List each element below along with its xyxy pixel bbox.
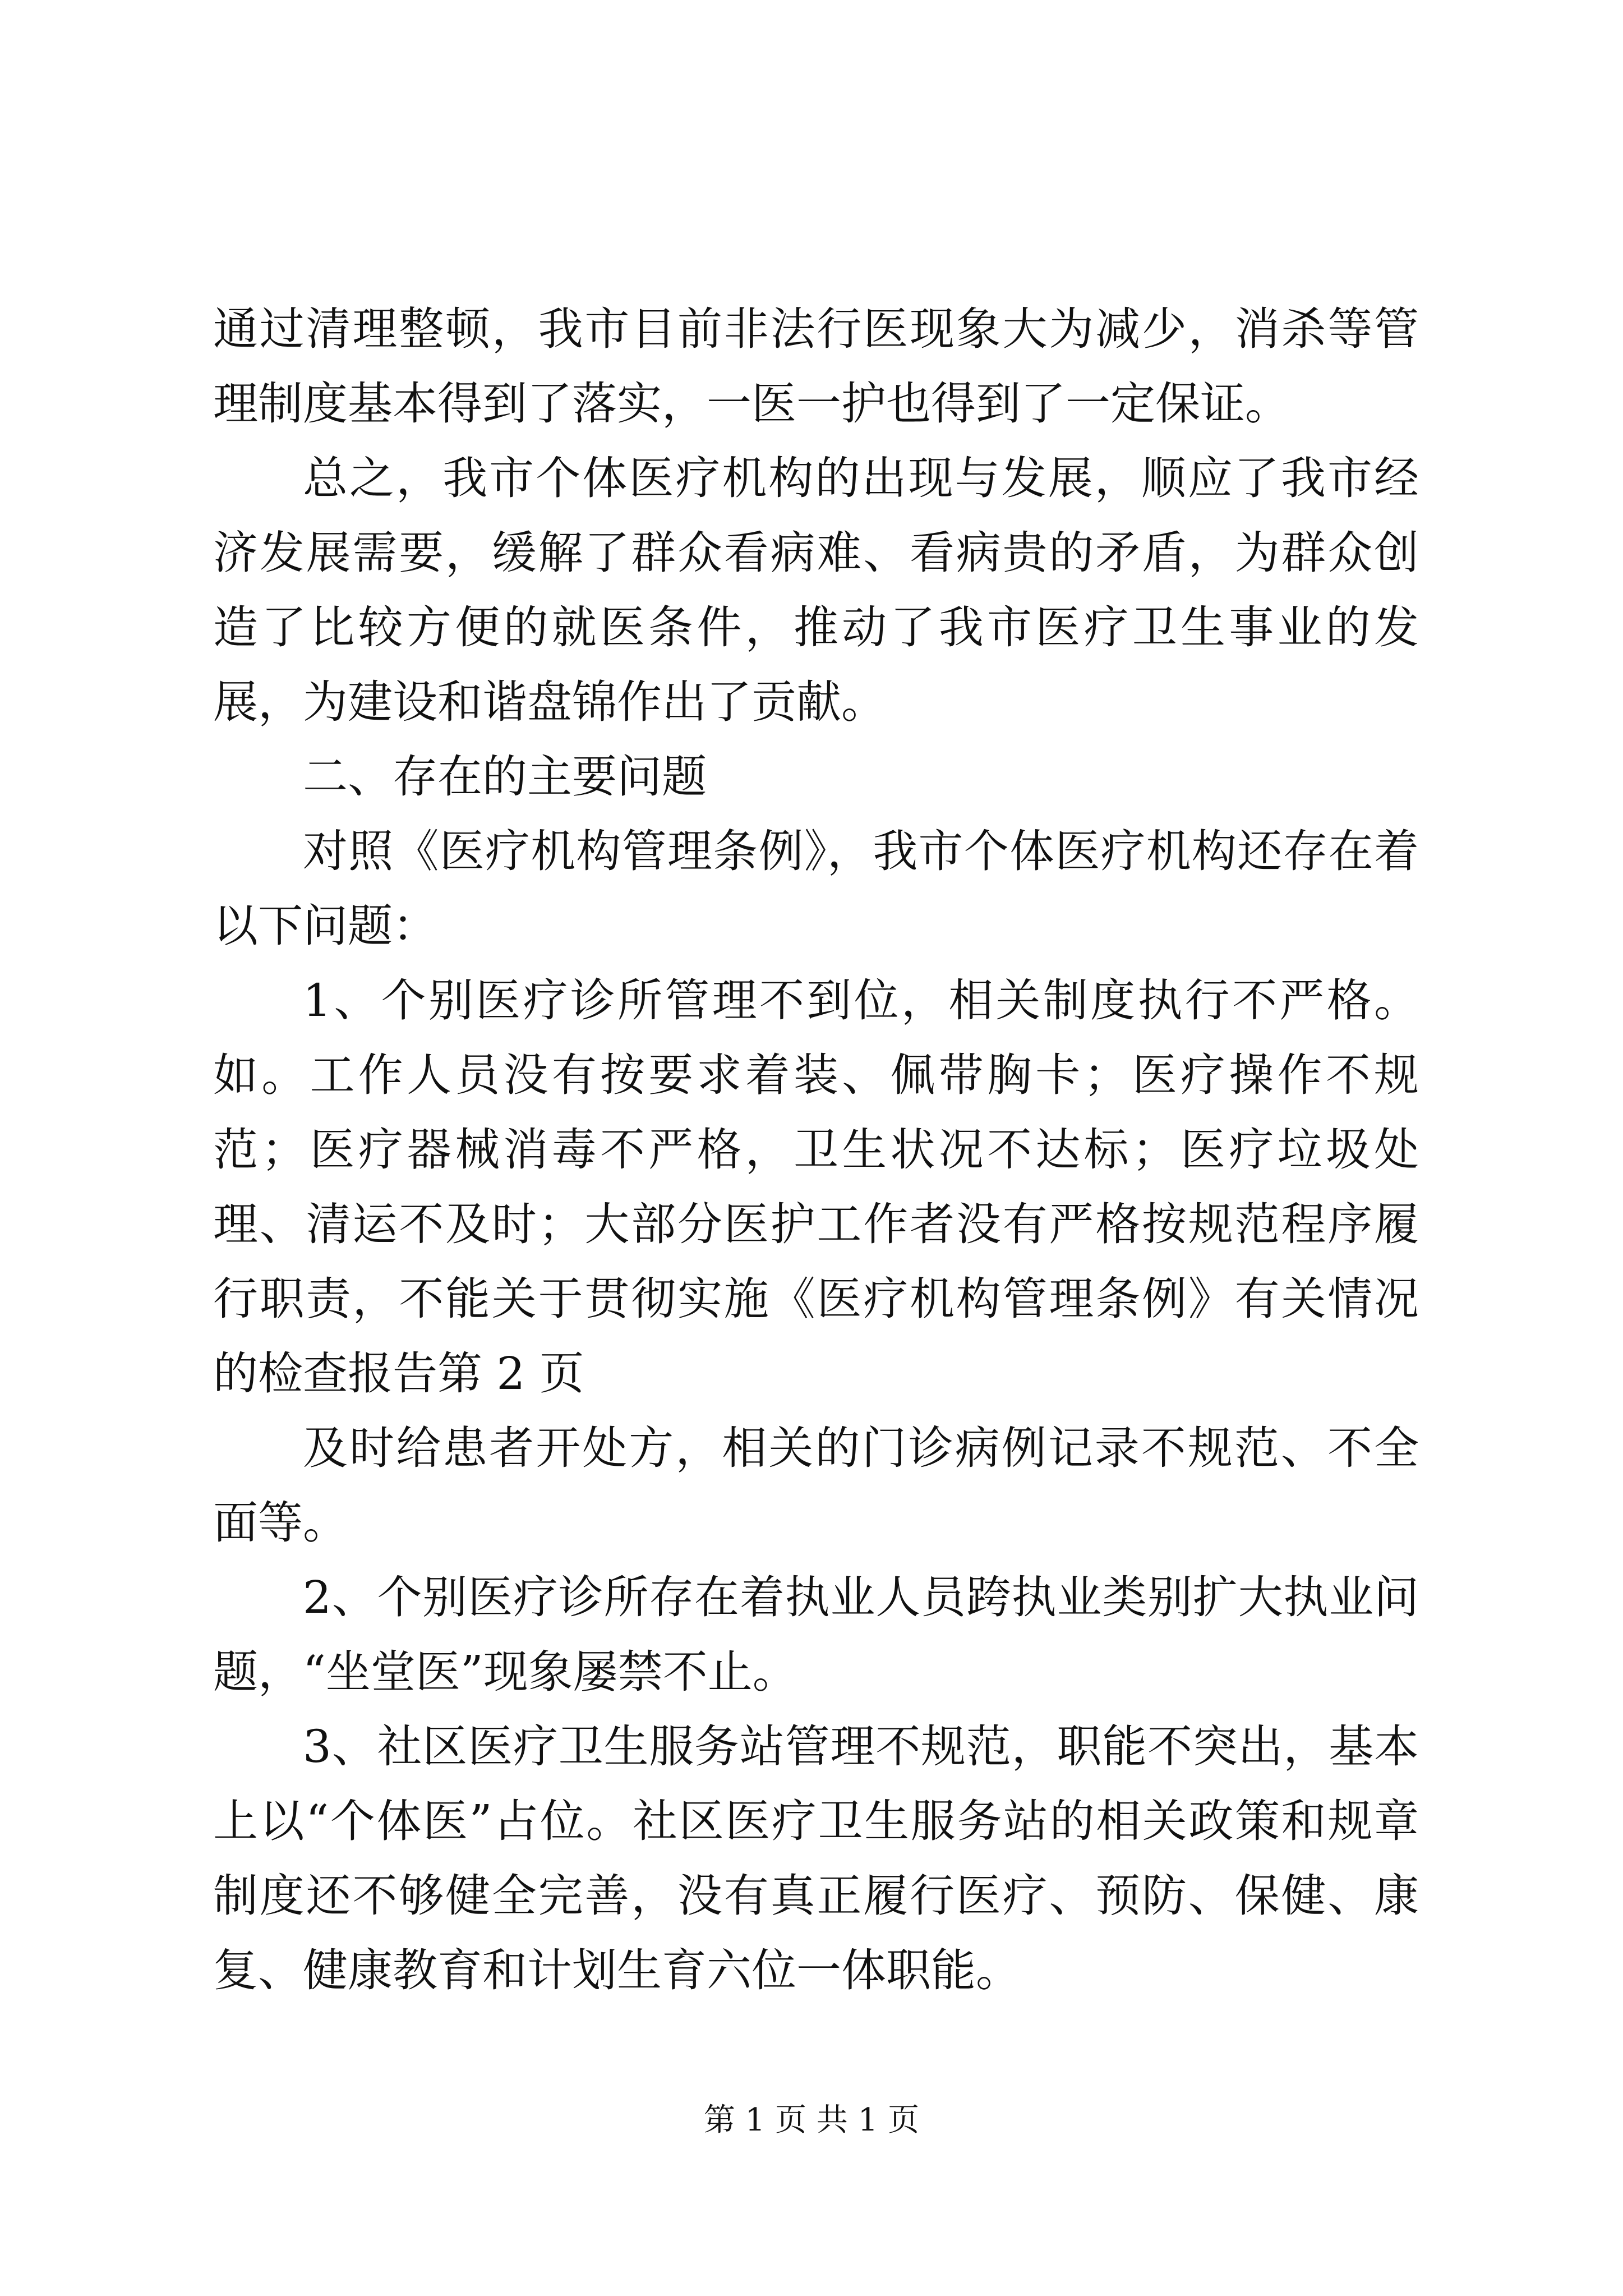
document-body (213, 292, 1419, 2008)
paragraph-5: 及时给患者开处方，相关的门诊病例记录不规范、不全面等。 (213, 1422, 1419, 1549)
paragraph-7: 3、社区医疗卫生服务站管理不规范，职能不突出，基本上以“个体医”占位。社区医疗卫生服务站的相关政策和规章制度还不够健全完善，没有真正履行医疗、预防、保健、康复、健康教育和计划生育六位一体职能。 (213, 1720, 1419, 1996)
paragraph-3: 对照《医疗机构管理条例》，我市个体医疗机构还存在着以下问题： (213, 825, 1419, 952)
section-heading: 二、存在的主要问题 (303, 751, 707, 803)
page-footer: 第 1 页 共 1 页 (703, 2102, 920, 2138)
paragraph-4: 1、个别医疗诊所管理不到位，相关制度执行不严格。如。工作人员没有按要求着装、佩带胸卡；医疗操作不规范；医疗器械消毒不严格，卫生状况不达标；医疗垃圾处理、清运不及时；大部分医护工作者没有严格按规范程序履行职责，不能关于贯彻实施《医疗机构管理条例》有关情况的检查报告第 2 页 (213, 974, 1419, 1400)
paragraph-1: 通过清理整顿，我市目前非法行医现象大为减少，消杀等管理制度基本得到了落实，一医一护也得到了一定保证。 (213, 303, 1419, 430)
paragraph-2: 总之，我市个体医疗机构的出现与发展，顺应了我市经济发展需要，缓解了群众看病难、看病贵的矛盾，为群众创造了比较方便的就医条件，推动了我市医疗卫生事业的发展，为建设和谐盘锦作出了贡献。 (213, 452, 1419, 728)
paragraph-6: 2、个别医疗诊所存在着执业人员跨执业类别扩大执业问题，“坐堂医”现象屡禁不止。 (213, 1571, 1419, 1698)
